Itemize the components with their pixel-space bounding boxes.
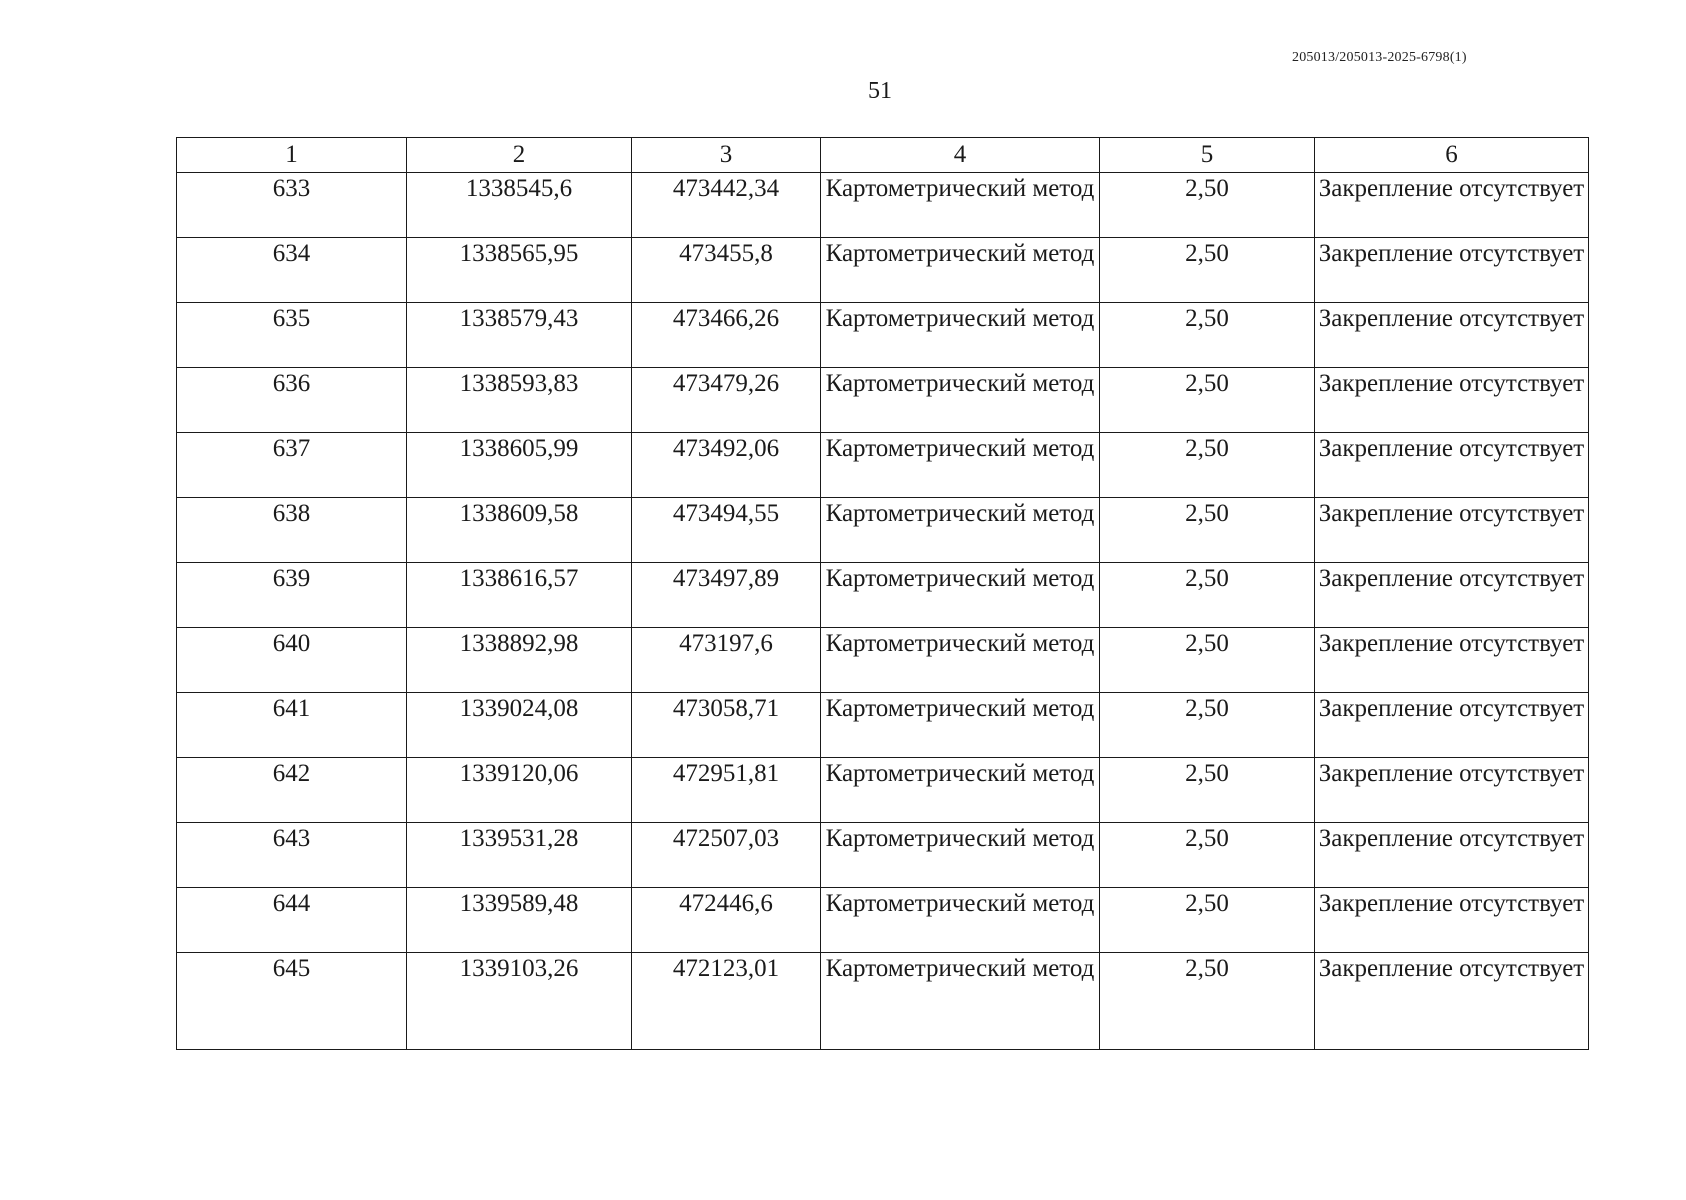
y-coordinate-cell: 473442,34 xyxy=(632,173,821,238)
x-coordinate-cell: 1338545,6 xyxy=(407,173,632,238)
x-coordinate-cell: 1338593,83 xyxy=(407,368,632,433)
column-header: 5 xyxy=(1100,138,1315,173)
point-number-cell: 638 xyxy=(177,498,407,563)
x-coordinate-cell: 1339120,06 xyxy=(407,758,632,823)
method-cell: Картометрический метод xyxy=(821,303,1100,368)
x-coordinate-cell: 1338609,58 xyxy=(407,498,632,563)
accuracy-cell: 2,50 xyxy=(1100,238,1315,303)
table-row xyxy=(177,498,1589,563)
y-coordinate-cell: 473197,6 xyxy=(632,628,821,693)
fixing-description-cell: Закрепление отсутствует xyxy=(1315,888,1589,953)
point-number-cell: 633 xyxy=(177,173,407,238)
method-cell: Картометрический метод xyxy=(821,823,1100,888)
fixing-description-cell: Закрепление отсутствует xyxy=(1315,823,1589,888)
point-number-cell: 645 xyxy=(177,953,407,1050)
fixing-description-cell: Закрепление отсутствует xyxy=(1315,563,1589,628)
table-row xyxy=(177,433,1589,498)
y-coordinate-cell: 473494,55 xyxy=(632,498,821,563)
point-number-cell: 639 xyxy=(177,563,407,628)
method-cell: Картометрический метод xyxy=(821,433,1100,498)
point-number-cell: 641 xyxy=(177,693,407,758)
column-header: 4 xyxy=(821,138,1100,173)
x-coordinate-cell: 1338579,43 xyxy=(407,303,632,368)
accuracy-cell: 2,50 xyxy=(1100,953,1315,1050)
table-row xyxy=(177,823,1589,888)
table-row xyxy=(177,173,1589,238)
column-header: 6 xyxy=(1315,138,1589,173)
fixing-description-cell: Закрепление отсутствует xyxy=(1315,433,1589,498)
accuracy-cell: 2,50 xyxy=(1100,888,1315,953)
column-header: 3 xyxy=(632,138,821,173)
method-cell: Картометрический метод xyxy=(821,563,1100,628)
table-row xyxy=(177,238,1589,303)
y-coordinate-cell: 473492,06 xyxy=(632,433,821,498)
fixing-description-cell: Закрепление отсутствует xyxy=(1315,238,1589,303)
method-cell: Картометрический метод xyxy=(821,888,1100,953)
method-cell: Картометрический метод xyxy=(821,953,1100,1050)
accuracy-cell: 2,50 xyxy=(1100,433,1315,498)
method-cell: Картометрический метод xyxy=(821,498,1100,563)
y-coordinate-cell: 473466,26 xyxy=(632,303,821,368)
method-cell: Картометрический метод xyxy=(821,628,1100,693)
x-coordinate-cell: 1338565,95 xyxy=(407,238,632,303)
point-number-cell: 640 xyxy=(177,628,407,693)
fixing-description-cell: Закрепление отсутствует xyxy=(1315,303,1589,368)
fixing-description-cell: Закрепление отсутствует xyxy=(1315,758,1589,823)
coordinates-table xyxy=(176,137,1589,1050)
y-coordinate-cell: 472446,6 xyxy=(632,888,821,953)
accuracy-cell: 2,50 xyxy=(1100,758,1315,823)
table-row xyxy=(177,628,1589,693)
y-coordinate-cell: 473497,89 xyxy=(632,563,821,628)
point-number-cell: 643 xyxy=(177,823,407,888)
accuracy-cell: 2,50 xyxy=(1100,173,1315,238)
y-coordinate-cell: 472507,03 xyxy=(632,823,821,888)
y-coordinate-cell: 473058,71 xyxy=(632,693,821,758)
point-number-cell: 636 xyxy=(177,368,407,433)
x-coordinate-cell: 1339589,48 xyxy=(407,888,632,953)
point-number-cell: 637 xyxy=(177,433,407,498)
fixing-description-cell: Закрепление отсутствует xyxy=(1315,953,1589,1050)
table-row xyxy=(177,563,1589,628)
header-row xyxy=(177,138,1589,173)
fixing-description-cell: Закрепление отсутствует xyxy=(1315,368,1589,433)
table-row xyxy=(177,693,1589,758)
x-coordinate-cell: 1339103,26 xyxy=(407,953,632,1050)
accuracy-cell: 2,50 xyxy=(1100,368,1315,433)
accuracy-cell: 2,50 xyxy=(1100,628,1315,693)
point-number-cell: 642 xyxy=(177,758,407,823)
accuracy-cell: 2,50 xyxy=(1100,563,1315,628)
page-number: 51 xyxy=(868,78,892,104)
table-row xyxy=(177,368,1589,433)
y-coordinate-cell: 472951,81 xyxy=(632,758,821,823)
accuracy-cell: 2,50 xyxy=(1100,823,1315,888)
method-cell: Картометрический метод xyxy=(821,173,1100,238)
method-cell: Картометрический метод xyxy=(821,758,1100,823)
accuracy-cell: 2,50 xyxy=(1100,498,1315,563)
y-coordinate-cell: 473479,26 xyxy=(632,368,821,433)
fixing-description-cell: Закрепление отсутствует xyxy=(1315,498,1589,563)
table-row xyxy=(177,953,1589,1050)
x-coordinate-cell: 1338892,98 xyxy=(407,628,632,693)
table-row xyxy=(177,303,1589,368)
method-cell: Картометрический метод xyxy=(821,368,1100,433)
method-cell: Картометрический метод xyxy=(821,238,1100,303)
table-row xyxy=(177,888,1589,953)
accuracy-cell: 2,50 xyxy=(1100,303,1315,368)
x-coordinate-cell: 1338605,99 xyxy=(407,433,632,498)
y-coordinate-cell: 472123,01 xyxy=(632,953,821,1050)
fixing-description-cell: Закрепление отсутствует xyxy=(1315,173,1589,238)
point-number-cell: 635 xyxy=(177,303,407,368)
document-id: 205013/205013-2025-6798(1) xyxy=(1292,50,1467,65)
column-header: 1 xyxy=(177,138,407,173)
table-body xyxy=(177,173,1589,1050)
x-coordinate-cell: 1338616,57 xyxy=(407,563,632,628)
fixing-description-cell: Закрепление отсутствует xyxy=(1315,628,1589,693)
x-coordinate-cell: 1339024,08 xyxy=(407,693,632,758)
y-coordinate-cell: 473455,8 xyxy=(632,238,821,303)
x-coordinate-cell: 1339531,28 xyxy=(407,823,632,888)
point-number-cell: 634 xyxy=(177,238,407,303)
point-number-cell: 644 xyxy=(177,888,407,953)
table-row xyxy=(177,758,1589,823)
accuracy-cell: 2,50 xyxy=(1100,693,1315,758)
table-header xyxy=(177,138,1589,173)
column-header: 2 xyxy=(407,138,632,173)
fixing-description-cell: Закрепление отсутствует xyxy=(1315,693,1589,758)
method-cell: Картометрический метод xyxy=(821,693,1100,758)
